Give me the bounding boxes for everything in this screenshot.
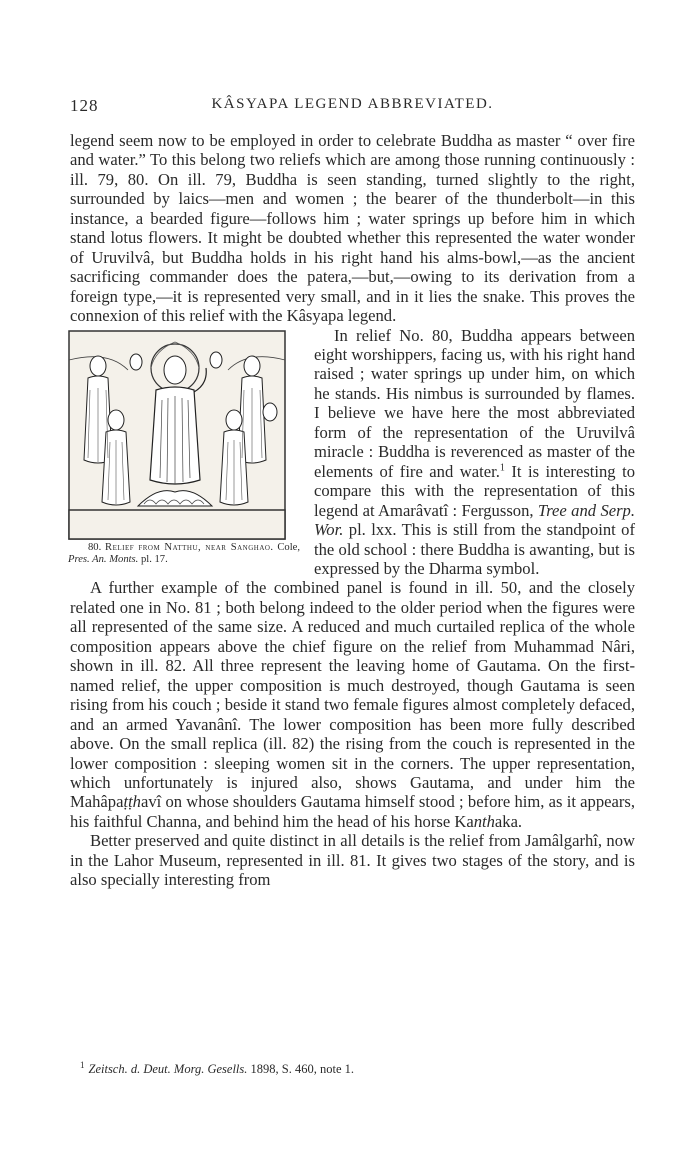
caption-title: Relief from Natthu, near Sanghao. bbox=[105, 541, 274, 553]
paragraph-2 bbox=[70, 326, 635, 579]
running-title: KÂSYAPA LEGEND ABBREVIATED. bbox=[211, 96, 494, 112]
caption-number: 80. bbox=[88, 541, 102, 553]
paragraph-2-text-c: pl. lxx. This is still from the standpoint of the old school : there Buddha is awanting, but is expressed by the Dharma symbol. bbox=[314, 520, 635, 578]
caption-source: Cole, bbox=[277, 541, 300, 553]
page-number: 128 bbox=[70, 96, 99, 115]
footnote-marker-ref: 1 bbox=[499, 462, 505, 474]
caption-source-plate: pl. 17. bbox=[138, 554, 168, 566]
footnote-details: 1898, S. 460, note 1. bbox=[247, 1062, 355, 1077]
figure-caption bbox=[68, 542, 300, 567]
paragraph-2-citation: Tree and Serp. Wor. bbox=[314, 500, 636, 540]
body-text bbox=[70, 131, 635, 890]
page-header bbox=[70, 96, 635, 120]
paragraph-2-text-a: In relief No. 80, Buddha appears between eight worshippers, facing us, with his right hand raised ; water springs up under him, on which he stands. His nimbus is surrounded by flames. I believe we have here the most abbreviated form of the representation of the Uruvilvâ miracle : Buddha is reverenced as master of the elements of fire and water. bbox=[314, 325, 635, 481]
relief-illustration bbox=[68, 330, 286, 540]
figure-80 bbox=[68, 330, 300, 567]
paragraph-2-text-b: It is interesting to compare this with the representation of this legend at Amarâvatî : Fergusson, bbox=[314, 461, 635, 520]
paragraph-3-text-a: A further example of the combined panel is found in ill. 50, and the closely related one in No. 81 ; both belong indeed to the older period when the figures were all represented of the same size. A reduced and much curtailed replica of the whole composition appears above the chief figure on the relief from Muhammad Nâri, shown in ill. 82. All three represent the leaving home of Gautama. On the first-named relief, the upper composition is much destroyed, though Gautama is seen rising from his couch ; beside it stand two female figures almost completely defaced, and an armed Yavanânî. The lower composition has been more fully described above. On the small replica (ill. 82) the rising from the couch is represented in the lower composition : sleeping women sit in the corners. The upper representation, which unfortunately is injured also, shows Gautama, and under him the Mahâpa bbox=[70, 578, 635, 812]
paragraph-1: legend seem now to be employed in order to celebrate Buddha as master “ over fire and water.” To this belong two reliefs which are among those running continuously : ill. 79, 80. On ill. 79, Buddha is seen standing, turned slightly to the right, surrounded by laics—men and women ; the bearer of the thunderbolt—in this instance, a bearded figure—follows him ; water springs up before him in which stand lotus flowers. It might be doubted whether this represented the water wonder of Uruvilvâ, but Buddha holds in his right hand his alms-bowl,—as the ancient sacrificing commander does the patera,—but,—owing to its derivation from a foreign type,—it is represented very small, and in it lies the snake. This proves the connexion of this relief with the Kâsyapa legend. bbox=[70, 131, 635, 326]
paragraph-3 bbox=[70, 578, 635, 831]
caption-source-title: Pres. An. Monts. bbox=[68, 554, 139, 566]
paragraph-3-text-b: avî on whose shoulders Gautama himself stood ; before him, as it appears, his faithful Channa, and behind him the head of his horse Ka bbox=[70, 792, 635, 831]
footnote-reference: Zeitsch. d. Deut. Morg. Gesells. bbox=[88, 1062, 248, 1077]
paragraph-3-text-c: aka. bbox=[494, 811, 523, 831]
paragraph-4: Better preserved and quite distinct in all details is the relief from Jamâlgarhî, now in the Lahor Museum, represented in ill. 81. It gives two stages of the story, and is also specially interesting from bbox=[70, 831, 635, 890]
footnote-marker: 1 bbox=[80, 1060, 85, 1070]
paragraph-3-italic-2: nth bbox=[473, 811, 495, 831]
paragraph-3-italic-1: ṭṭh bbox=[123, 792, 141, 812]
footnote bbox=[80, 1058, 640, 1076]
